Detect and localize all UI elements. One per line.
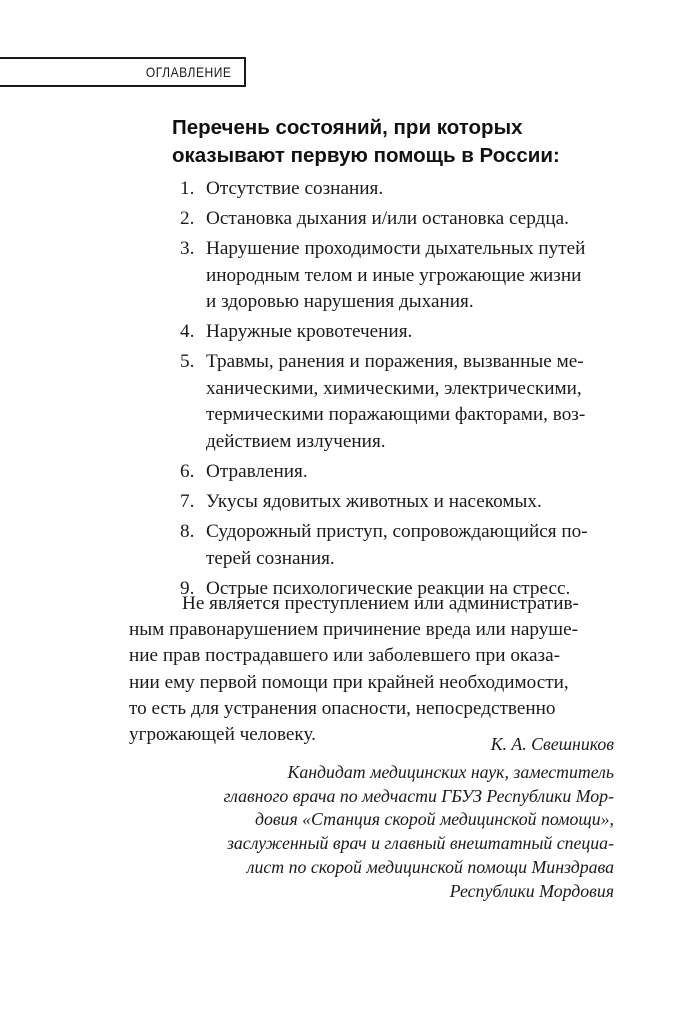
list-item-line: Отсутствие сознания.	[206, 178, 384, 199]
list-item-line: терей сознания.	[206, 547, 335, 569]
list-item-line: и здоровью нарушения дыхания.	[206, 291, 474, 313]
heading-line: Перечень состояний, при которых	[172, 116, 523, 139]
paragraph-line: нии ему первой помощи при крайней необходимости,	[129, 671, 569, 693]
list-item	[180, 519, 620, 572]
list-item-number: 4.	[180, 321, 195, 343]
list-item-number: 7.	[180, 491, 195, 513]
paragraph-line: ние прав пострадавшего или заболевшего при оказа-	[129, 645, 560, 667]
list-item-text	[206, 519, 620, 572]
toc-label: ОГЛАВЛЕНИЕ	[145, 64, 231, 80]
author-credentials-line: Республики Мордовия	[449, 880, 614, 901]
list-item-text	[206, 176, 620, 203]
list-item-line: Отравления.	[206, 460, 308, 482]
list-item-line: Укусы ядовитых животных и насекомых.	[206, 491, 542, 513]
author-credentials-line: Кандидат медицинских наук, заместитель	[287, 761, 614, 782]
list-item-line: Остановка дыхания и/или остановка сердца.	[206, 208, 569, 230]
list-item-line: Наружные кровотечения.	[206, 321, 413, 343]
list-item-line: термическими поражающими факторами, воз-	[206, 404, 586, 426]
author-name: К. А. Свешников	[490, 734, 614, 754]
author-signature	[223, 733, 614, 904]
list-item	[180, 236, 620, 316]
list-item	[180, 349, 620, 455]
list-item	[180, 206, 620, 233]
list-item-number: 8.	[180, 521, 195, 543]
list-item-line: Судорожный приступ, сопровождающийся по-	[206, 521, 588, 543]
author-credentials-line: главного врача по медчасти ГБУЗ Республики Мор-	[223, 785, 614, 806]
list-item-number: 2.	[180, 208, 195, 230]
list-item-number: 5.	[180, 351, 195, 373]
author-credentials-line: лист по скорой медицинской помощи Минздрава	[246, 856, 614, 877]
list-item-text	[206, 319, 620, 346]
list-item-text	[206, 349, 620, 455]
paragraph-line: Не является преступлением или административ-	[182, 593, 579, 614]
list-item-number: 6.	[180, 460, 195, 482]
list-item-number: 3.	[180, 238, 195, 260]
toc-button[interactable]	[0, 57, 246, 87]
conditions-list	[180, 176, 620, 606]
list-item-text	[206, 236, 620, 316]
author-credentials-line: довия «Станция скорой медицинской помощи»,	[254, 809, 614, 830]
list-item-text	[206, 459, 620, 486]
paragraph-line: то есть для устранения опасности, непосредственно	[129, 697, 556, 719]
list-item-line: Острые психологические реакции на стресс.	[206, 577, 571, 599]
list-item-line: ханическими, химическими, электрическими,	[206, 377, 582, 399]
list-item-number: 1.	[180, 178, 195, 199]
list-item	[180, 489, 620, 516]
section-heading	[172, 114, 642, 170]
list-item	[180, 319, 620, 346]
list-item-line: инородным телом и иные угрожающие жизни	[206, 264, 582, 286]
paragraph-line: угрожающей человеку.	[129, 724, 316, 746]
list-item-line: Нарушение проходимости дыхательных путей	[206, 238, 586, 260]
list-item-line: действием излучения.	[206, 430, 386, 452]
paragraph-line: ным правонарушением причинение вреда или наруше-	[129, 619, 578, 641]
list-item-text	[206, 489, 620, 516]
author-credentials-line: заслуженный врач и главный внештатный специа-	[226, 833, 614, 854]
heading-line: оказывают первую помощь в России:	[172, 144, 560, 167]
legal-paragraph	[129, 591, 619, 748]
list-item-line: Травмы, ранения и поражения, вызванные ме-	[206, 351, 584, 373]
list-item-number: 9.	[180, 577, 195, 599]
list-item	[180, 176, 620, 203]
list-item-text	[206, 206, 620, 233]
list-item	[180, 459, 620, 486]
